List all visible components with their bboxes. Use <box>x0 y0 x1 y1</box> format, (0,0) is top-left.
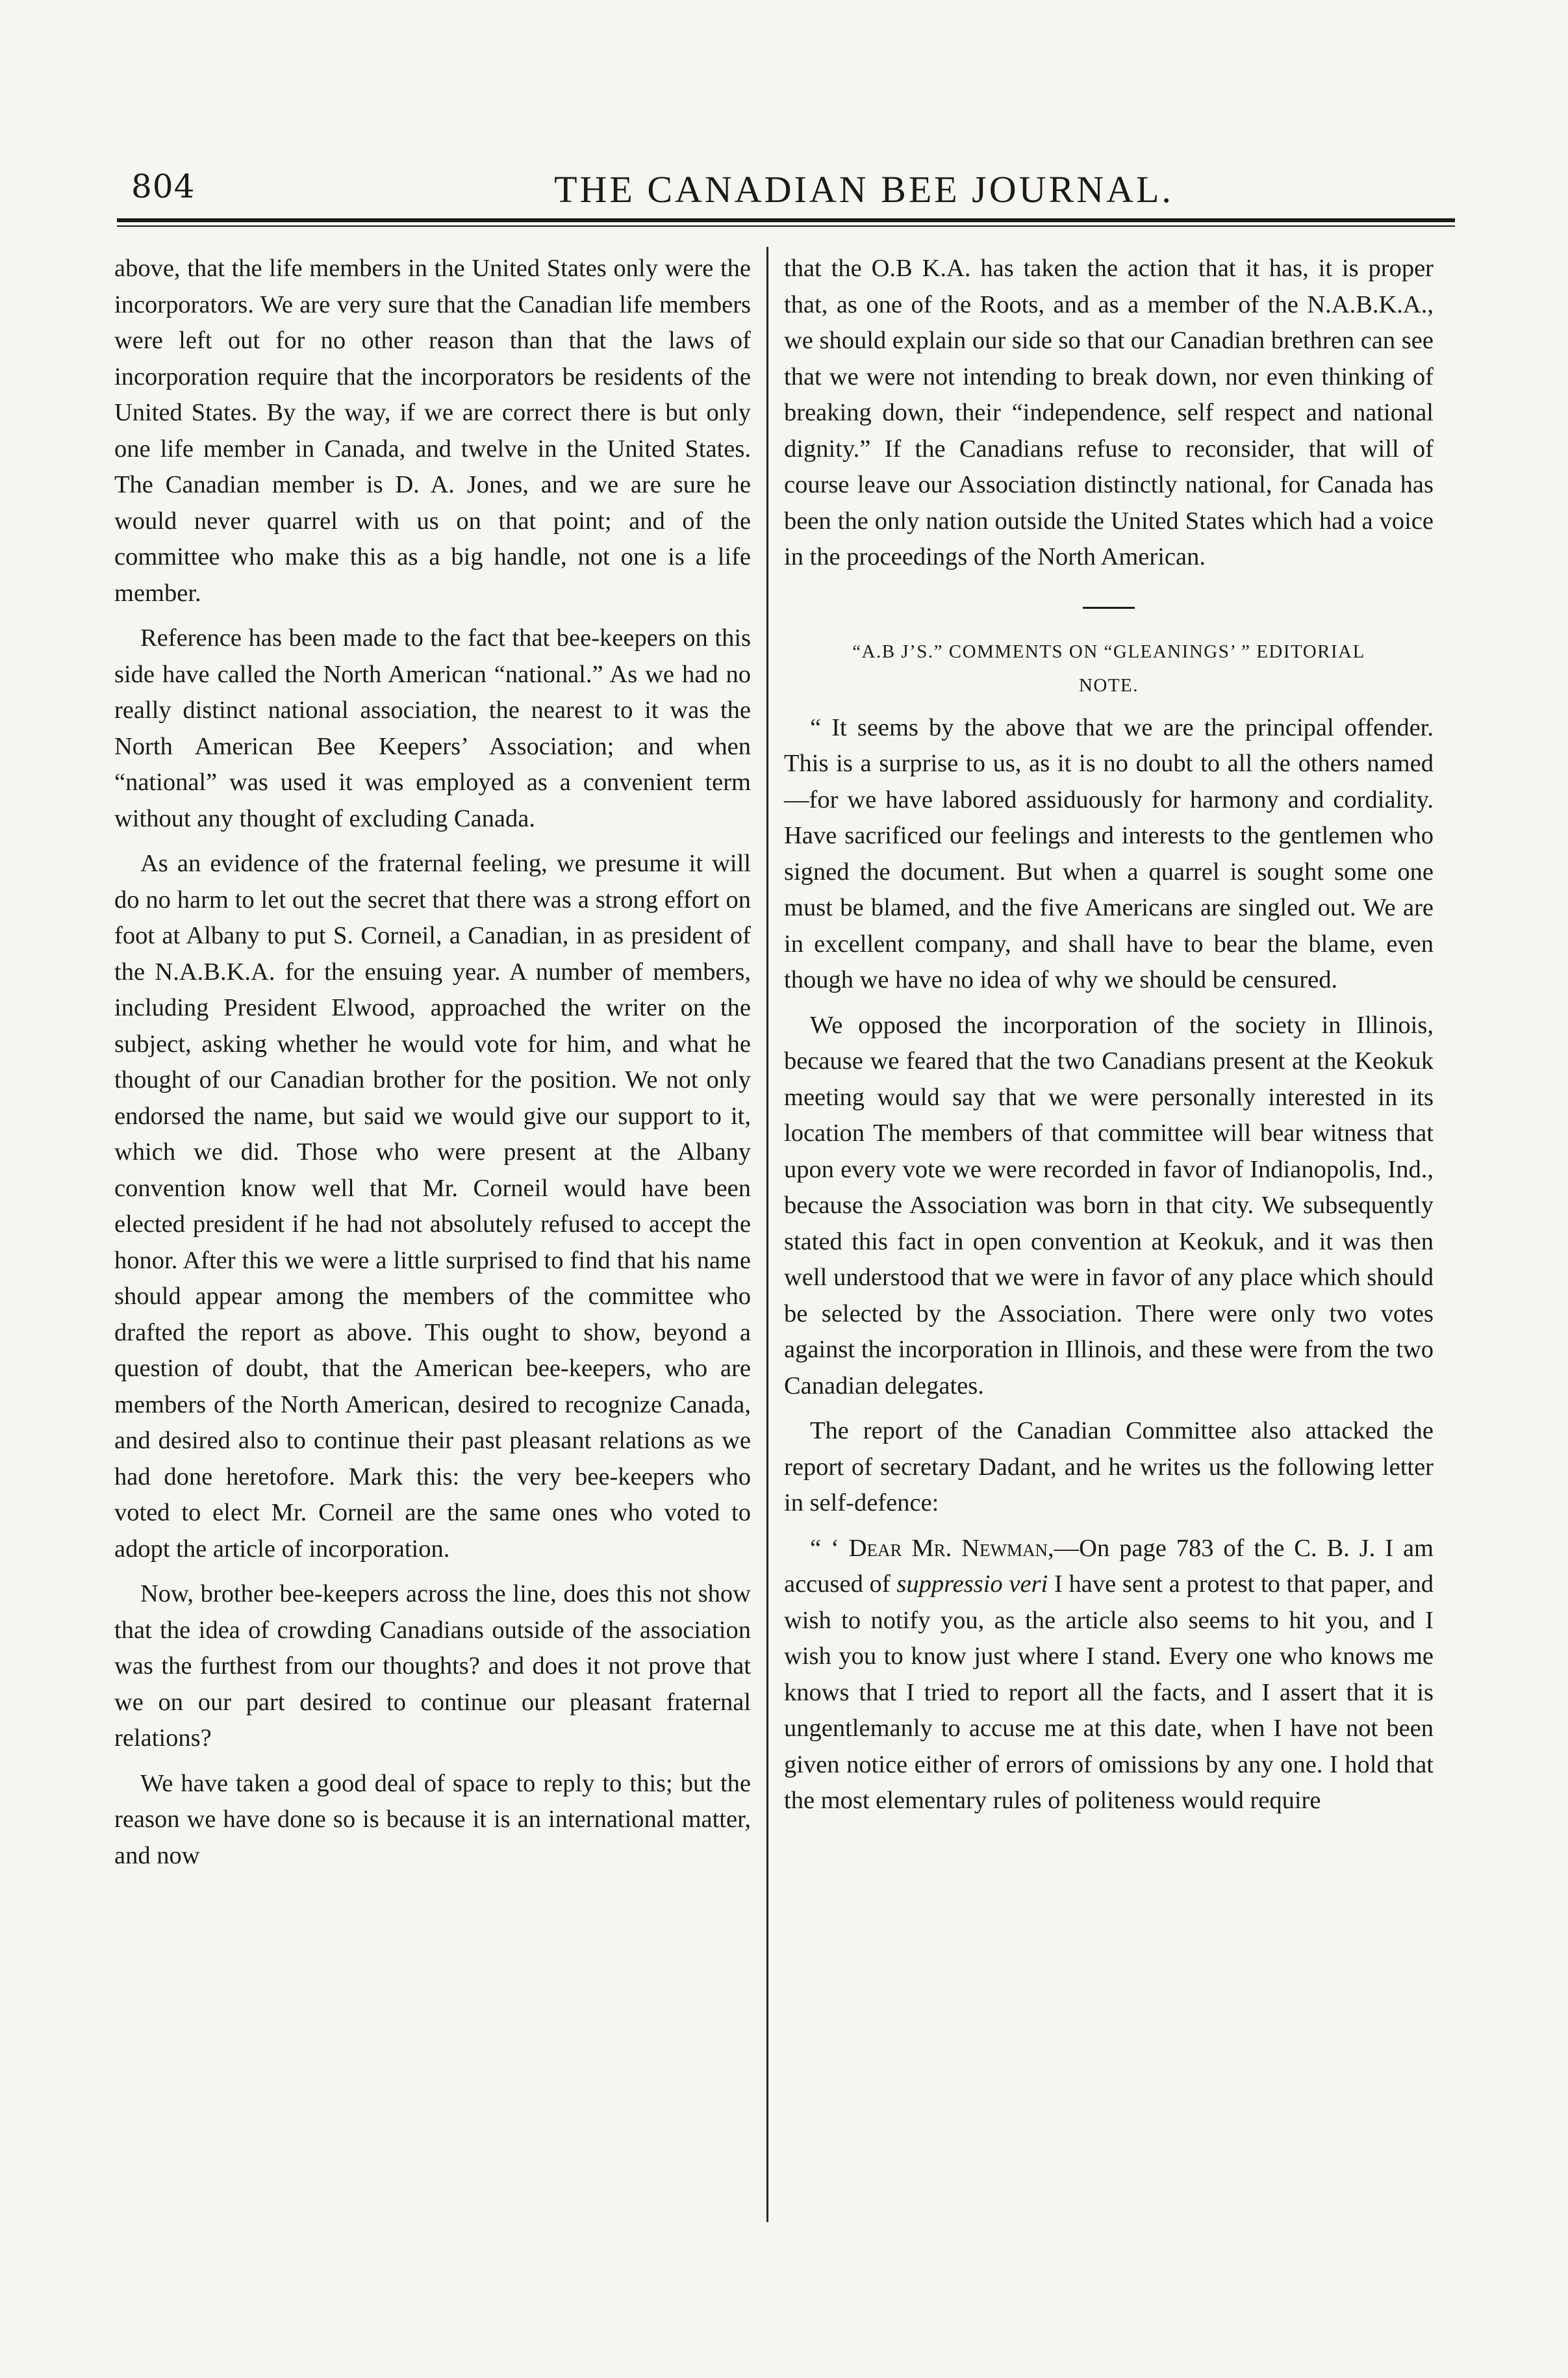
paragraph: As an evidence of the fraternal feeling, we presume it will do no harm to let out the secret that there was a strong effort on foot at Albany to put S. Corneil, a Canadian, in as president of the N.A.B.K.A. for the ensuing year. A number of members, including President Elwood, approached the writer on the subject, asking whether he would vote for him, and what he thought of our Canadian brother for the position. We not only endorsed the name, but said we would give our support to it, which we did. Those who were present at the Albany convention know well that Mr. Corneil would have been elected president if he had not absolutely refused to accept the honor. After this we were a little surprised to find that his name should appear among the members of the committee who drafted the report as above. This ought to show, beyond a question of doubt, that the American bee-keepers, who are members of the North American, desired to recognize Canada, and desired also to continue their past pleasant relations as we had done heretofore. Mark this: the very bee-keepers who voted to elect Mr. Corneil are the same ones who voted to adopt the article of incorporation. <box>114 850 751 1563</box>
letter-text: I have sent a protest to that paper, and wish to notify you, as the article also seems to hit you, and I wish you to know just where I stand. Every one who knows me knows that I tried to report all the facts, and I assert that it is ungentlemanly to accuse me at this date, when I have not been given notice either of errors of omissions by any one. I hold that the most elementary rules of politeness would require <box>784 1570 1434 1814</box>
paragraph: We have taken a good deal of space to reply to this; but the reason we have done so is because it is an international matter, and now <box>114 1769 751 1869</box>
page-number: 804 <box>131 168 196 205</box>
right-column <box>784 251 1434 1819</box>
section-heading <box>784 635 1434 702</box>
latin-phrase: suppressio veri <box>896 1570 1048 1598</box>
section-divider <box>1083 607 1135 609</box>
letter-paragraph <box>784 1531 1434 1819</box>
header-rule-thin <box>117 225 1455 227</box>
section-heading-line: “A.B J’S.” COMMENTS ON “GLEANINGS’ ” EDITORIAL <box>852 641 1365 662</box>
paragraph: that the O.B K.A. has taken the action that it has, it is proper that, as one of the Roots, and as a member of the N.A.B.K.A., we should explain our side so that our Canadian brethren can see that we were not intending to break down, nor even thinking of breaking down, their “independence, self respect and national dignity.” If the Canadians refuse to reconsider, that will of course leave our Association distinctly national, for Canada has been the only nation outside the United States which had a voice in the proceedings of the North American. <box>784 255 1434 570</box>
paragraph: above, that the life members in the United States only were the incorporators. We are very sure that the Canadian life members were left out for no other reason than that the laws of incorporation require that the incorporators be residents of the United States. By the way, if we are correct there is but only one life member in Canada, and twelve in the United States. The Canadian member is D. A. Jones, and we are sure he would never quarrel with us on that point; and of the committee who make this as a big handle, not one is a life member. <box>114 255 751 607</box>
section-heading-line: NOTE. <box>1078 674 1139 696</box>
header-rule-thick <box>117 218 1455 222</box>
paragraph: Reference has been made to the fact that bee-keepers on this side have called the North American “national.” As we had no really distinct national association, the nearest to it was the North American Bee Keepers’ Association; and when “national” was used it was employed as a convenient term without any thought of excluding Canada. <box>114 624 751 832</box>
paragraph: “ It seems by the above that we are the principal offender. This is a surprise to us, as it is no doubt to all the others named—for we have labored assiduously for harmony and cordiality. Have sacrificed our feelings and interests to the gentlemen who signed the document. But when a quarrel is sought some one must be blamed, and the five Americans are singled out. We are in excellent company, and shall have to bear the blame, even though we have no idea of why we should be censured. <box>784 713 1434 993</box>
journal-title: THE CANADIAN BEE JOURNAL. <box>554 168 1174 211</box>
letter-text: —On page 783 of the C. B. J. I am accused of <box>784 1534 1434 1598</box>
column-divider <box>766 247 768 2222</box>
paragraph: The report of the Canadian Committee also attacked the report of secretary Dadant, and he writes us the following letter in self-defence: <box>784 1417 1434 1516</box>
left-column <box>114 251 751 1874</box>
letter-salutation: “ ‘ Dear Mr. Newman, <box>810 1534 1054 1562</box>
paragraph: We opposed the incorporation of the society in Illinois, because we feared that the two Canadians present at the Keokuk meeting would say that we were personally interested in its location The members of that committee will bear witness that upon every vote we were recorded in favor of Indianopolis, Ind., because the Association was born in that city. We subsequently stated this fact in open convention at Keokuk, and it was then well understood that we were in favor of any place which should be selected by the Association. There were only two votes against the incorporation in Illinois, and these were from the two Canadian delegates. <box>784 1011 1434 1400</box>
page-header <box>123 168 1455 220</box>
paragraph: Now, brother bee-keepers across the line, does this not show that the idea of crowding Canadians outside of the association was the furthest from our thoughts? and does it not prove that we on our part desired to continue our pleasant fraternal relations? <box>114 1580 751 1752</box>
